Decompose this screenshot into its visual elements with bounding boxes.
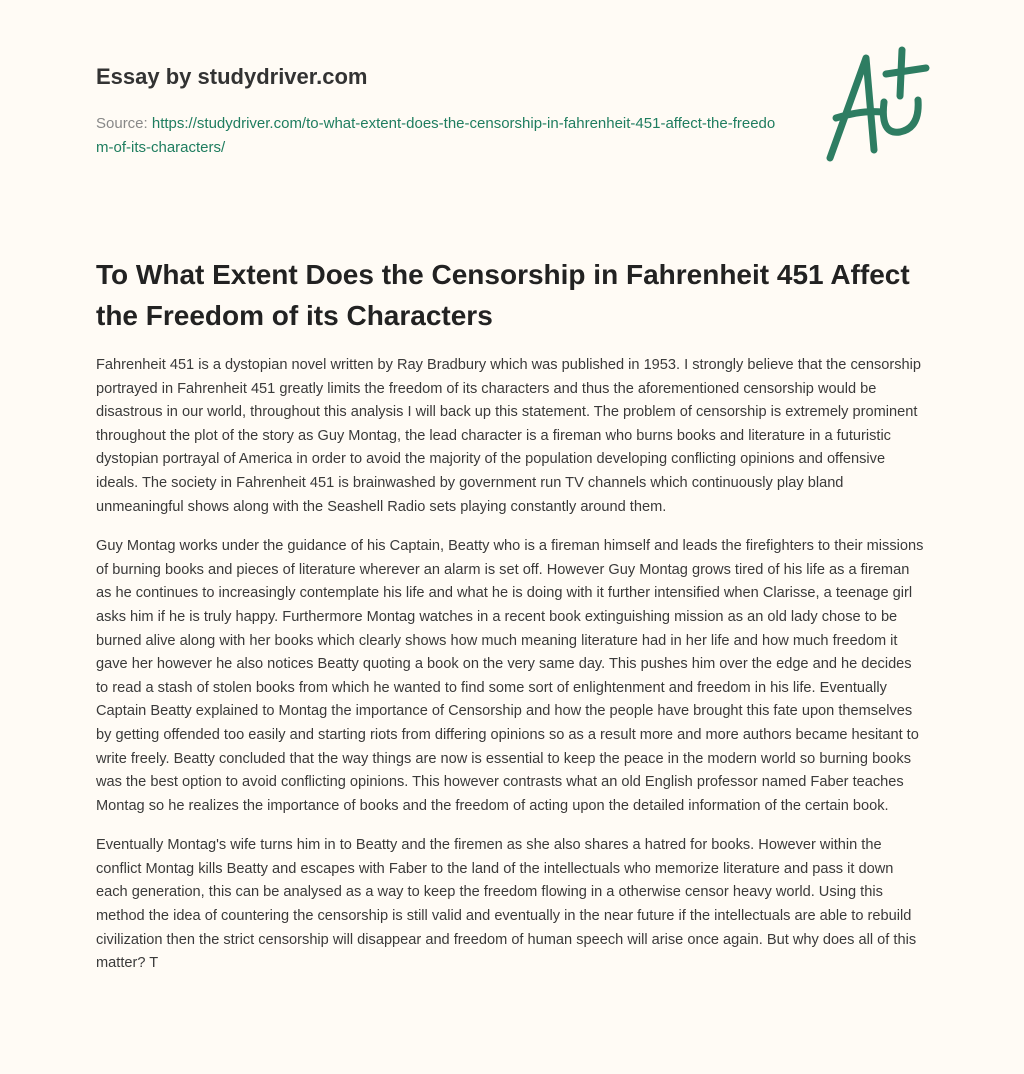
brand-title: Essay by studydriver.com (96, 64, 368, 89)
source-link[interactable]: https://studydriver.com/to-what-extent-does-the-censorship-in-fahrenheit-451-affect-the-freedom-of-its-characters/ (96, 115, 776, 156)
source-line (96, 112, 776, 160)
paragraph: Fahrenheit 451 is a dystopian novel written by Ray Bradbury which was published in 1953. I strongly believe that the censorship portrayed in Fahrenheit 451 greatly limits the freedom of its characters and thus the aforementioned censorship would be disastrous in our world, throughout this analysis I will back up this statement. The problem of censorship is extremely prominent throughout the plot of the story as Guy Montag, the lead character is a fireman who burns books and literature in a futuristic dystopian portrayal of America in order to avoid the majority of the population developing conflicting opinions and offensive ideals. The society in Fahrenheit 451 is brainwashed by government run TV channels which continuously play bland unmeaningful shows along with the Seashell Radio sets playing constantly around them. (96, 357, 922, 515)
page-header (0, 0, 1024, 230)
source-label: Source: (96, 115, 148, 132)
paragraph: Eventually Montag's wife turns him in to Beatty and the firemen as she also shares a hatred for books. However within the conflict Montag kills Beatty and escapes with Faber to the land of the intellectuals who memorize literature and pass it down each generation, this can be analysed as a way to keep the freedom flowing in a otherwise censor heavy world. Using this method the idea of countering the censorship is still valid and eventually in the near future if the intellectuals are able to rebuild civilization then the strict censorship will disappear and freedom of human speech will arise once again. But why does all of this matter? T (96, 837, 917, 972)
paragraph: Guy Montag works under the guidance of his Captain, Beatty who is a fireman himself and leads the firefighters to their missions of burning books and pieces of literature wherever an alarm is set off. However Guy Montag grows tired of his life as a fireman as he continues to increasingly contemplate his life and what he is doing with it further intensified when Clarisse, a teenage girl asks him if he is truly happy. Furthermore Montag watches in a recent book extinguishing mission as an old lady chose to be burned alive along with her books which clearly shows how much meaning literature had in her life and how much freedom it gave her however he also notices Beatty quoting a book on the very same day. This pushes him over the edge and he decides to read a stash of stolen books from which he wanted to find some sort of enlightenment and freedom in his life. Eventually Captain Beatty explained to Montag the importance of Censorship and how the people have brought this fate upon themselves by getting offended too easily and starting riots from differing opinions so as a result more and more authors became hesitant to write freely. Beatty concluded that the way things are now is essential to keep the peace in the modern world so burning books was the best option to avoid conflicting opinions. This however contrasts what an old English professor named Faber teaches Montag so he realizes the importance of books and the freedom of acting upon the detailed information of the certain book. (96, 538, 924, 814)
article-body (96, 354, 926, 992)
a-plus-logo-icon (822, 40, 932, 165)
article-title: To What Extent Does the Censorship in Fahrenheit 451 Affect the Freedom of its Characters (96, 259, 910, 331)
